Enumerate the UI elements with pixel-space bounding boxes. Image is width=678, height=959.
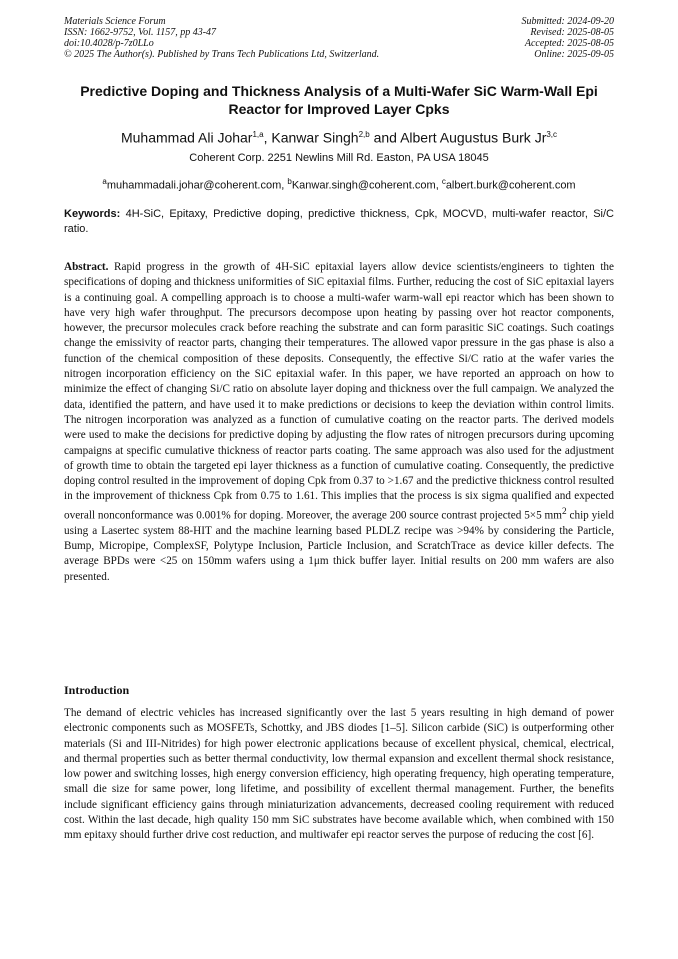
abstract-text: Rapid progress in the growth of 4H-SiC epitaxial layers allow device scientists/engineers to tighten the specifications of doping and thickness uniformities of SiC epitaxial films. Further, reducing the cost of SiC epitaxial layers is a continuing goal. A compelling approach is to choose a multi-wafer warm-wall epi reactor which has been shown to have very high wafer throughput. The precursors decompose upon heating by passing over hot reactor components, however, the precursor molecules crack before reaching the substrate and can form parasitic SiC coatings. Such coatings change the emissivity of reactor parts, changing their temperatures. The allowed vapor pressure in the gas phase is also a function of the chemical composition of these deposits. Consequently, the effective Si/C ratio at the wafer varies the nitrogen incorporation efficiency on the SiC epitaxial wafer. In this paper, we have reported an approach on how to minimize the effect of changing Si/C ratio on absolute layer doping and thickness over the full campaign. We analyzed the data, identified the pattern, and have used it to make predictions or decisions to keep the deviation within control limits. The nitrogen incorporation was analyzed as a function of cumulative coating on the reactor parts. The derived models were used to make the decisions for predictive doping by adjusting the flow rates of nitrogen precursors during upcoming campaigns at specific cumulative thickness of reactor parts coating. The same approach was also used for the adjustment of growth time to obtain the targeted epi layer thickness as a function of cumulative coating. Consequently, the predictive doping control resulted in the improvement of doping Cpk from 0.37 to >1.67 and the predictive thickness control resulted in the improvement of thickness Cpk from 0.75 to 1.61. This implies that the process is six sigma qualified and expected overall nonconformance was 0.001% for doping. Moreover, the average 200 source contrast projected 5×5 mm — [64, 261, 614, 522]
keywords-section — [64, 207, 614, 237]
email-address[interactable]: muhammadali.johar@coherent.com — [106, 179, 282, 192]
email-list — [64, 175, 614, 193]
keywords-text: 4H-SiC, Epitaxy, Predictive doping, predictive thickness, Cpk, MOCVD, multi-wafer reactor, Si/C ratio. — [64, 208, 614, 235]
abstract-label: Abstract. — [64, 261, 109, 273]
keywords-label: Keywords: — [64, 208, 121, 220]
paper-title: Predictive Doping and Thickness Analysis of a Multi-Wafer SiC Warm-Wall Epi Reactor for Improved Layer Cpks — [80, 83, 598, 117]
doi-line[interactable]: doi:10.4028/p-7z0LLo — [64, 38, 154, 49]
online-date: Online: 2025-09-05 — [534, 49, 614, 60]
author-separator: , — [263, 129, 272, 146]
email-mark: c — [441, 177, 446, 186]
introduction-heading: Introduction — [64, 683, 130, 697]
accepted-date: Accepted: 2025-08-05 — [524, 38, 614, 49]
dates-info — [522, 16, 615, 60]
email-mark: a — [102, 177, 107, 186]
issn-line: ISSN: 1662-9752, Vol. 1157, pp 43-47 — [64, 27, 217, 38]
email-separator: , — [435, 179, 442, 192]
submitted-date: Submitted: 2024-09-20 — [521, 16, 614, 27]
introduction-text: The demand of electric vehicles has increased significantly over the last 5 years resulting in high demand of power electronic components such as MOSFETs, Schottky, and JBS diodes [1–5]. Silicon carbide (SiC) is outperforming other materials (Si and III-Nitrides) for high power electronic applications because of excellent physical, chemical, electrical, and thermal properties such as better thermal conductivity, low thermal expansion and excellent thermal shock resistance, low power and switching losses, high energy conversion efficiency, high operating frequency, high operating temperature, small die size for same power, long lifetime, and possibility of excellent thermal management. Further, the benefits include significant efficiency gains through miniaturization advancements, decreased cooling requirement with reduced cost. Within the last decade, high quality 150 mm SiC substrates have become available which, when combined with 150 mm epitaxy should further drive cost reduction, and multiwafer epi reactor serves the purpose of reducing the cost [6]. — [64, 707, 614, 842]
email-address[interactable]: albert.burk@coherent.com — [445, 179, 576, 192]
author-list — [64, 126, 614, 147]
author-name: Muhammad Ali Johar — [120, 129, 253, 146]
abstract-section — [64, 260, 614, 585]
journal-info — [64, 16, 379, 60]
author-affiliation-mark: 1,a — [252, 130, 264, 139]
abstract-text-continued: chip yield using a Lasertec system 88-HIT and the machine learning based PLDLZ recipe was >94% by considering the Particle, Bump, Micropipe, ComplexSF, Polytype Inclusion, Particle Inclusion, and ScratchTrace as device killer defects. The average BPDs were <25 on 150mm wafers using a 1μm thick buffer layer. Initial results on 200 mm wafers are also presented. — [64, 509, 614, 583]
author-name: Albert Augustus Burk Jr — [400, 129, 547, 146]
affiliation: Coherent Corp. 2251 Newlins Mill Rd. Easton, PA USA 18045 — [189, 152, 489, 164]
abstract-superscript: 2 — [561, 506, 567, 517]
email-address[interactable]: Kanwar.singh@coherent.com — [291, 179, 436, 192]
email-separator: , — [281, 179, 288, 192]
author-name: Kanwar Singh — [271, 129, 359, 146]
author-affiliation-mark: 3,c — [546, 130, 558, 139]
running-header — [64, 16, 614, 60]
author-affiliation-mark: 2,b — [358, 130, 370, 139]
journal-name: Materials Science Forum — [64, 16, 166, 27]
revised-date: Revised: 2025-08-05 — [530, 27, 614, 38]
author-separator: and — [369, 129, 401, 146]
email-mark: b — [287, 177, 292, 186]
copyright-line: © 2025 The Author(s). Published by Trans Tech Publications Ltd, Switzerland. — [64, 49, 380, 60]
